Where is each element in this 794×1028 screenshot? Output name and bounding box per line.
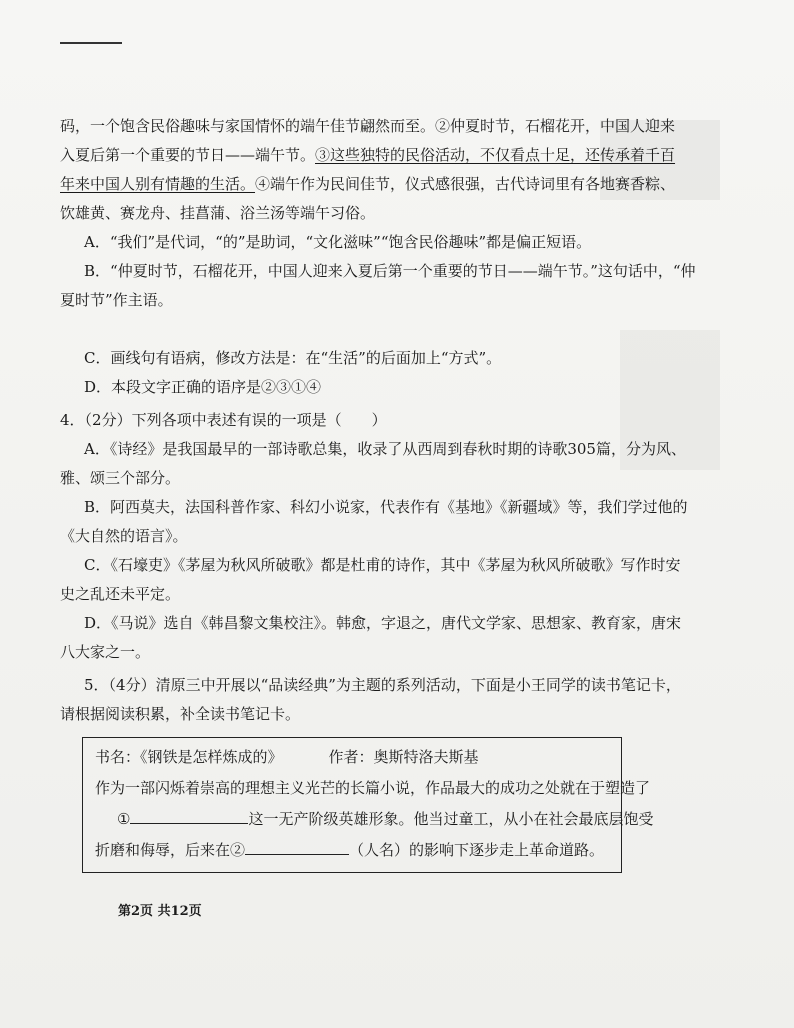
- page-number: 第2页 共12页: [118, 904, 202, 919]
- underlined-sentence: ③这些独特的民俗活动，不仅看点十足，还传承着千百: [315, 146, 676, 164]
- q4-option-a: A．《诗经》是我国最早的一部诗歌总集，收录了从西周到春秋时期的诗歌305篇，分为风、: [84, 440, 686, 458]
- underlined-sentence: 年来中国人别有情趣的生活。: [60, 175, 256, 193]
- q4-option-b-cont: 《大自然的语言》。: [60, 527, 188, 545]
- passage-line: [60, 141, 720, 170]
- reading-note-card: [82, 737, 654, 873]
- passage-text: 入夏后第一个重要的节日——端午节。: [60, 146, 316, 164]
- passage-text: ④端午作为民间佳节，仪式感很强，古代诗词里有各地赛香粽、: [255, 175, 676, 193]
- passage-line: 码，一个饱含民俗趣味与家国情怀的端午佳节翩然而至。②仲夏时节，石榴花开，中国人迎来: [60, 117, 676, 135]
- q3-option-d: D．本段文字正确的语序是②③①④: [84, 378, 322, 396]
- card-text: （人名）的影响下逐步走上革命道路。: [349, 841, 605, 859]
- exam-content: [60, 112, 720, 873]
- blank-1-label: ①: [117, 810, 131, 828]
- card-line: [95, 804, 654, 835]
- card-header-row: [95, 742, 611, 773]
- passage-line: 饮雄黄、赛龙舟、挂菖蒲、浴兰汤等端午习俗。: [60, 204, 376, 222]
- q4-option-c-cont: 史之乱还未平定。: [60, 585, 181, 603]
- q4-option-d: D．《马说》选自《韩昌黎文集校注》。韩愈，字退之，唐代文学家、思想家、教育家，唐宋: [84, 614, 682, 632]
- card-line: [95, 835, 611, 866]
- answer-blank-2[interactable]: [245, 840, 349, 855]
- q3-option-b-cont: 夏时节”作主语。: [60, 291, 173, 309]
- q3-option-a: A．“我们”是代词，“的”是助词，“文化滋味”“饱含民俗趣味”都是偏正短语。: [84, 233, 592, 251]
- q4-option-b: B．阿西莫夫，法国科普作家、科幻小说家，代表作有《基地》《新疆域》等，我们学过他的: [84, 498, 688, 516]
- q5-stem-cont: 请根据阅读积累，补全读书笔记卡。: [60, 705, 301, 723]
- q5-stem: 5．（4分）清原三中开展以“品读经典”为主题的系列活动，下面是小王同学的读书笔记卡，: [84, 676, 681, 694]
- top-rule: [60, 42, 122, 44]
- q4-option-d-cont: 八大家之一。: [60, 643, 151, 661]
- card-line: 作为一部闪烁着崇高的理想主义光芒的长篇小说，作品最大的成功之处就在于塑造了: [95, 779, 651, 797]
- card-author: 作者：奥斯特洛夫斯基: [328, 748, 479, 766]
- q4-option-a-cont: 雅、颂三个部分。: [60, 469, 181, 487]
- q3-option-b: B．“仲夏时节，石榴花开，中国人迎来入夏后第一个重要的节日——端午节。”这句话中，“仲: [84, 262, 696, 280]
- answer-blank-1[interactable]: [130, 809, 248, 824]
- card-text: 折磨和侮辱，后来在②: [95, 841, 246, 859]
- card-text: 这一无产阶级英雄形象。他当过童工，从小在社会最底层饱受: [248, 810, 654, 828]
- passage-line: [60, 170, 720, 199]
- q4-stem: 4．（2分）下列各项中表述有误的一项是（ ）: [60, 411, 387, 429]
- q3-option-c: C．画线句有语病，修改方法是：在“生活”的后面加上“方式”。: [84, 349, 502, 367]
- card-book-title: 书名：《钢铁是怎样炼成的》: [95, 748, 283, 766]
- q4-option-c: C．《石壕吏》《茅屋为秋风所破歌》都是杜甫的诗作，其中《茅屋为秋风所破歌》写作时安: [84, 556, 681, 574]
